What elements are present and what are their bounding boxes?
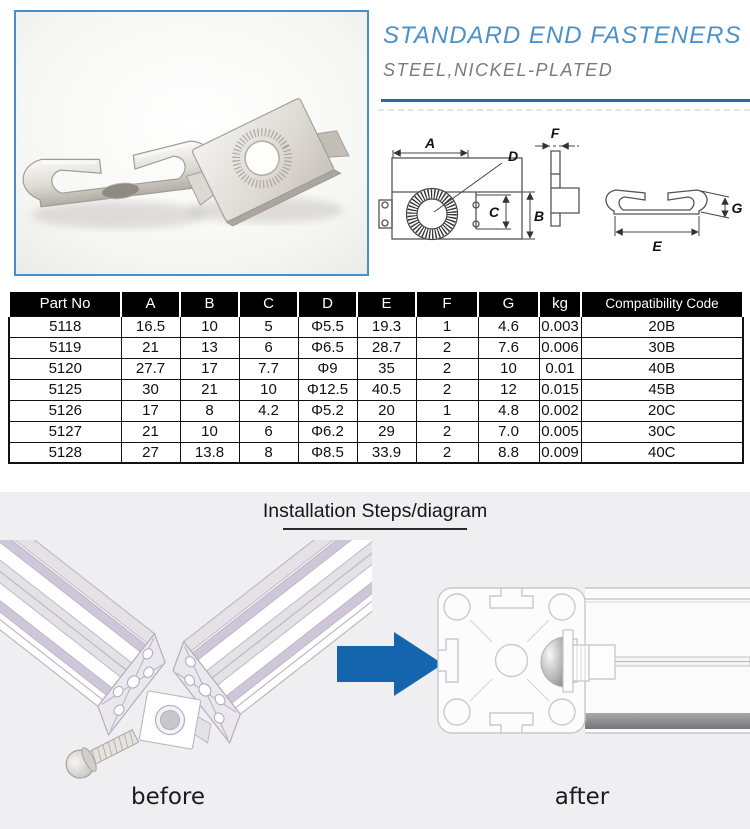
page-title: STANDARD END FASTENERS bbox=[383, 22, 742, 49]
table-cell: 33.9 bbox=[357, 442, 416, 463]
dim-label-b: B bbox=[534, 208, 545, 224]
table-cell: 5118 bbox=[9, 316, 121, 337]
table-cell: 5 bbox=[239, 316, 298, 337]
table-cell: 12 bbox=[478, 379, 539, 400]
table-cell: 13.8 bbox=[180, 442, 239, 463]
column-header: Part No bbox=[9, 291, 121, 316]
column-header: kg bbox=[539, 291, 581, 316]
table-cell: 5126 bbox=[9, 400, 121, 421]
table-cell: 7.0 bbox=[478, 421, 539, 442]
table-cell: 6 bbox=[239, 337, 298, 358]
table-cell: 17 bbox=[121, 400, 180, 421]
column-header: C bbox=[239, 291, 298, 316]
table-cell: 45B bbox=[581, 379, 743, 400]
table-cell: 4.2 bbox=[239, 400, 298, 421]
table-cell: 4.6 bbox=[478, 316, 539, 337]
column-header: A bbox=[121, 291, 180, 316]
product-photo-frame bbox=[14, 10, 369, 276]
table-cell: 0.003 bbox=[539, 316, 581, 337]
table-cell: 8 bbox=[239, 442, 298, 463]
spec-table-body bbox=[9, 316, 743, 463]
table-cell: 40B bbox=[581, 358, 743, 379]
table-row bbox=[9, 400, 743, 421]
dim-label-a: A bbox=[424, 135, 436, 151]
divider-rule bbox=[381, 99, 750, 102]
table-cell: 30B bbox=[581, 337, 743, 358]
table-cell: Φ9 bbox=[298, 358, 357, 379]
column-header: E bbox=[357, 291, 416, 316]
column-header: F bbox=[416, 291, 478, 316]
installation-title-underline bbox=[283, 528, 467, 530]
table-cell: 2 bbox=[416, 358, 478, 379]
table-cell: 21 bbox=[180, 379, 239, 400]
dim-label-e: E bbox=[652, 238, 662, 254]
table-cell: 8 bbox=[180, 400, 239, 421]
table-row bbox=[9, 379, 743, 400]
table-cell: 4.8 bbox=[478, 400, 539, 421]
column-header: G bbox=[478, 291, 539, 316]
table-cell: 16.5 bbox=[121, 316, 180, 337]
table-cell: 2 bbox=[416, 442, 478, 463]
table-cell: 7.6 bbox=[478, 337, 539, 358]
table-cell: 10 bbox=[180, 421, 239, 442]
table-cell: 30C bbox=[581, 421, 743, 442]
after-label: after bbox=[554, 784, 610, 810]
table-cell: Φ5.2 bbox=[298, 400, 357, 421]
table-cell: 0.01 bbox=[539, 358, 581, 379]
spec-table bbox=[8, 290, 744, 464]
table-cell: 20 bbox=[357, 400, 416, 421]
table-cell: Φ5.5 bbox=[298, 316, 357, 337]
table-cell: 0.015 bbox=[539, 379, 581, 400]
spec-table-header-row bbox=[9, 291, 743, 316]
table-cell: Φ8.5 bbox=[298, 442, 357, 463]
table-cell: 0.009 bbox=[539, 442, 581, 463]
clip-dimensions bbox=[615, 191, 743, 254]
table-cell: 10 bbox=[239, 379, 298, 400]
table-cell: 27 bbox=[121, 442, 180, 463]
product-photo bbox=[16, 12, 367, 274]
table-cell: 10 bbox=[180, 316, 239, 337]
table-cell: 7.7 bbox=[239, 358, 298, 379]
column-header: D bbox=[298, 291, 357, 316]
table-cell: Φ12.5 bbox=[298, 379, 357, 400]
table-cell: 5119 bbox=[9, 337, 121, 358]
side-dimensions bbox=[535, 125, 579, 146]
table-cell: 40.5 bbox=[357, 379, 416, 400]
table-cell: 20B bbox=[581, 316, 743, 337]
table-cell: 1 bbox=[416, 400, 478, 421]
before-diagram bbox=[0, 540, 372, 790]
table-cell: 0.005 bbox=[539, 421, 581, 442]
table-cell: 35 bbox=[357, 358, 416, 379]
table-cell: 19.3 bbox=[357, 316, 416, 337]
table-cell: 6 bbox=[239, 421, 298, 442]
table-cell: 8.8 bbox=[478, 442, 539, 463]
table-cell: 21 bbox=[121, 337, 180, 358]
table-cell: Φ6.5 bbox=[298, 337, 357, 358]
table-cell: 27.7 bbox=[121, 358, 180, 379]
after-diagram bbox=[428, 578, 750, 748]
before-label: before bbox=[130, 784, 206, 810]
technical-drawing bbox=[375, 104, 750, 284]
table-row bbox=[9, 421, 743, 442]
table-row bbox=[9, 316, 743, 337]
dim-label-d: D bbox=[508, 148, 519, 164]
plan-view bbox=[379, 158, 522, 240]
screw bbox=[61, 723, 141, 782]
dim-label-f: F bbox=[550, 125, 560, 141]
dim-label-c: C bbox=[488, 204, 500, 220]
column-header: Compatibility Code bbox=[581, 291, 743, 316]
table-cell: 28.7 bbox=[357, 337, 416, 358]
table-cell: 5128 bbox=[9, 442, 121, 463]
installation-section bbox=[0, 492, 750, 829]
table-cell: 5125 bbox=[9, 379, 121, 400]
table-cell: 13 bbox=[180, 337, 239, 358]
table-cell: 0.006 bbox=[539, 337, 581, 358]
table-cell: 10 bbox=[478, 358, 539, 379]
table-cell: 2 bbox=[416, 337, 478, 358]
table-cell: 40C bbox=[581, 442, 743, 463]
page-subtitle: STEEL,NICKEL-PLATED bbox=[383, 60, 614, 80]
table-cell: Φ6.2 bbox=[298, 421, 357, 442]
table-cell: 29 bbox=[357, 421, 416, 442]
table-cell: 17 bbox=[180, 358, 239, 379]
table-cell: 1 bbox=[416, 316, 478, 337]
table-cell: 5127 bbox=[9, 421, 121, 442]
column-header: B bbox=[180, 291, 239, 316]
table-cell: 5120 bbox=[9, 358, 121, 379]
side-view bbox=[551, 151, 579, 226]
table-row bbox=[9, 442, 743, 463]
table-cell: 21 bbox=[121, 421, 180, 442]
table-row bbox=[9, 358, 743, 379]
installation-title: Installation Steps/diagram bbox=[262, 500, 488, 522]
table-row bbox=[9, 337, 743, 358]
dim-label-g: G bbox=[731, 200, 743, 216]
table-cell: 30 bbox=[121, 379, 180, 400]
table-cell: 0.002 bbox=[539, 400, 581, 421]
clip-profile-view bbox=[606, 190, 707, 214]
table-cell: 2 bbox=[416, 379, 478, 400]
table-cell: 2 bbox=[416, 421, 478, 442]
table-cell: 20C bbox=[581, 400, 743, 421]
